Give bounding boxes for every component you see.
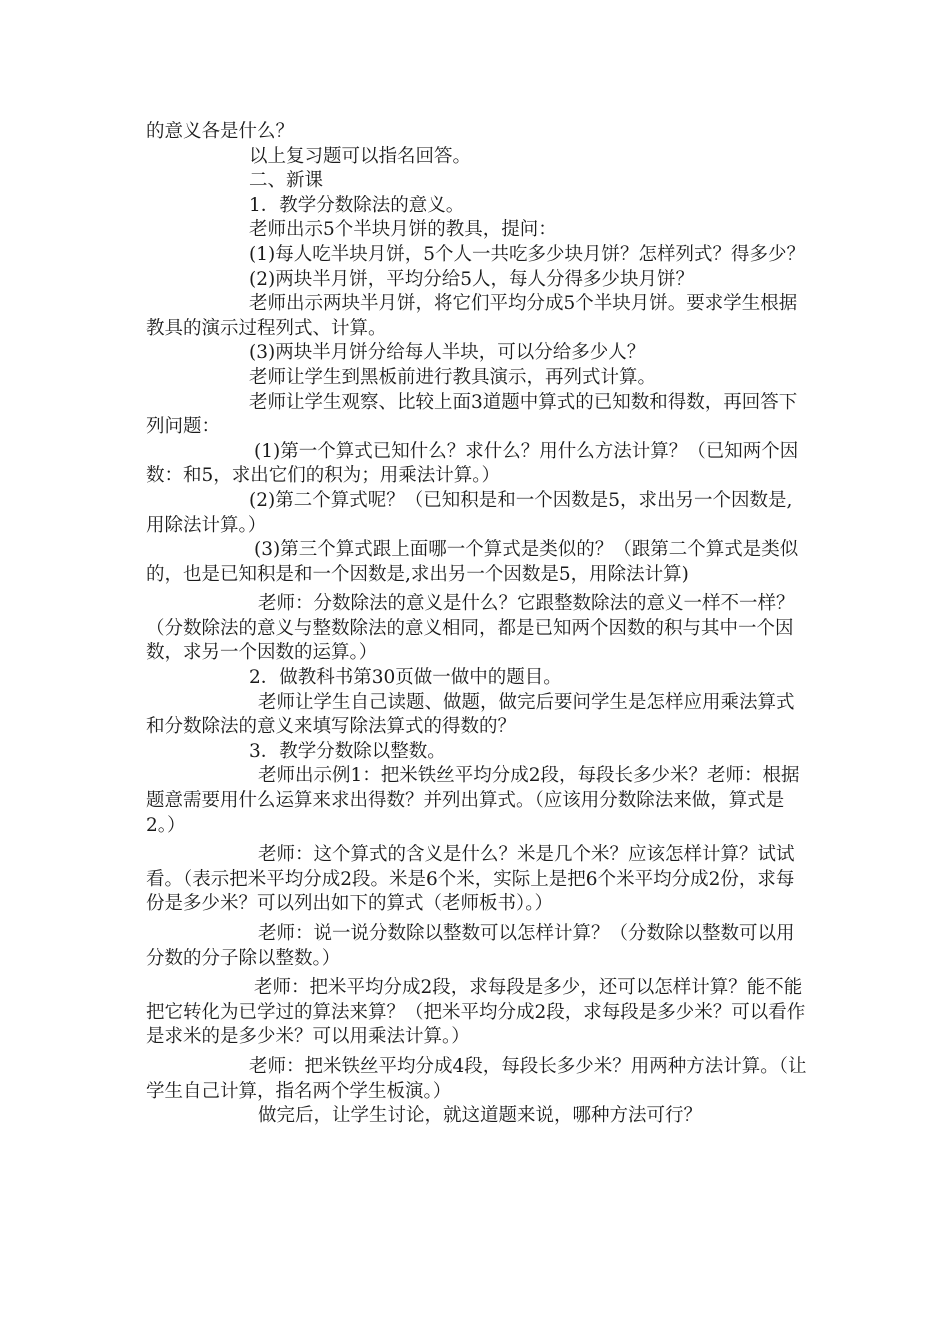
paragraph-6: (1)每人吃半块月饼，5个人一共吃多少块月饼？怎样列式？得多少？: [249, 243, 805, 265]
paragraph-8: 老师出示两块半月饼，将它们平均分成5个半块月饼。要求学生根据教具的演示过程列式、计算。: [146, 293, 798, 339]
paragraph-1: 的意义各是什么？: [146, 121, 295, 142]
paragraph-23: 老师：把米铁丝平均分成4段，每段长多少米？用两种方法计算。（让学生自己计算，指名两个学生板演。）: [146, 1055, 807, 1102]
paragraph-10: 老师让学生到黑板前进行教具演示，再列式计算。: [249, 366, 657, 388]
paragraph-7: (2)两块半月饼，平均分给5人，每人分得多少块月饼？: [249, 268, 694, 290]
paragraph-2: 以上复习题可以指名回答。: [249, 145, 472, 167]
paragraph-5: 老师出示5个半块月饼的教具，提问：: [249, 219, 557, 241]
paragraph-13: (2)第二个算式呢？（已知积是和一个因数是5，求出另一个因数是,用除法计算。）: [146, 489, 793, 536]
paragraph-18: 3．教学分数除以整数。: [249, 740, 446, 762]
paragraph-24: 做完后，让学生讨论，就这道题来说，哪种方法可行？: [258, 1105, 703, 1127]
paragraph-21: 老师：说一说分数除以整数可以怎样计算？（分数除以整数可以用分数的分子除以整数。）: [146, 923, 795, 969]
paragraph-12: (1)第一个算式已知什么？求什么？用什么方法计算？（已知两个因数：和5，求出它们的积为；用乘法计算。）: [146, 440, 799, 487]
paragraph-4: 1．教学分数除法的意义。: [249, 194, 465, 216]
paragraph-20: 老师：这个算式的含义是什么？米是几个米？应该怎样计算？试试看。（表示把米平均分成2段。米是6个米，实际上是把6个米平均分成2份，求每份是多少米？可以列出如下的算式（老师板书）。）: [146, 844, 795, 915]
paragraph-11: 老师让学生观察、比较上面3道题中算式的已知数和得数，再回答下列问题：: [146, 391, 798, 438]
paragraph-15: 老师：分数除法的意义是什么？它跟整数除法的意义一样不一样？（分数除法的意义与整数除法的意义相同，都是已知两个因数的积与其中一个因数，求另一个因数的运算。）: [146, 593, 795, 664]
paragraph-17: 老师让学生自己读题、做题，做完后要问学生是怎样应用乘法算式和分数除法的意义来填写除法算式的得数的？: [146, 691, 795, 738]
paragraph-16: 2．做教科书第30页做一做中的题目。: [249, 667, 562, 689]
paragraph-19: 老师出示例1：把米铁丝平均分成2段，每段长多少米？老师：根据题意需要用什么运算来求出得数？并列出算式。（应该用分数除法来做，算式是2。）: [146, 765, 800, 836]
document-body: [146, 120, 808, 1129]
paragraph-22: 老师：把米平均分成2段，求每段是多少，还可以怎样计算？能不能把它转化为已学过的算法来算？（把米平均分成2段，求每段是多少米？可以看作是求米的是多少米？可以用乘法计算。）: [146, 977, 806, 1048]
paragraph-9: (3)两块半月饼分给每人半块，可以分给多少人？: [249, 342, 646, 364]
paragraph-14: (3)第三个算式跟上面哪一个算式是类似的？（跟第二个算式是类似的，也是已知积是和一个因数是,求出另一个因数是5，用除法计算): [146, 539, 799, 585]
paragraph-3: 二、新课: [249, 170, 324, 192]
